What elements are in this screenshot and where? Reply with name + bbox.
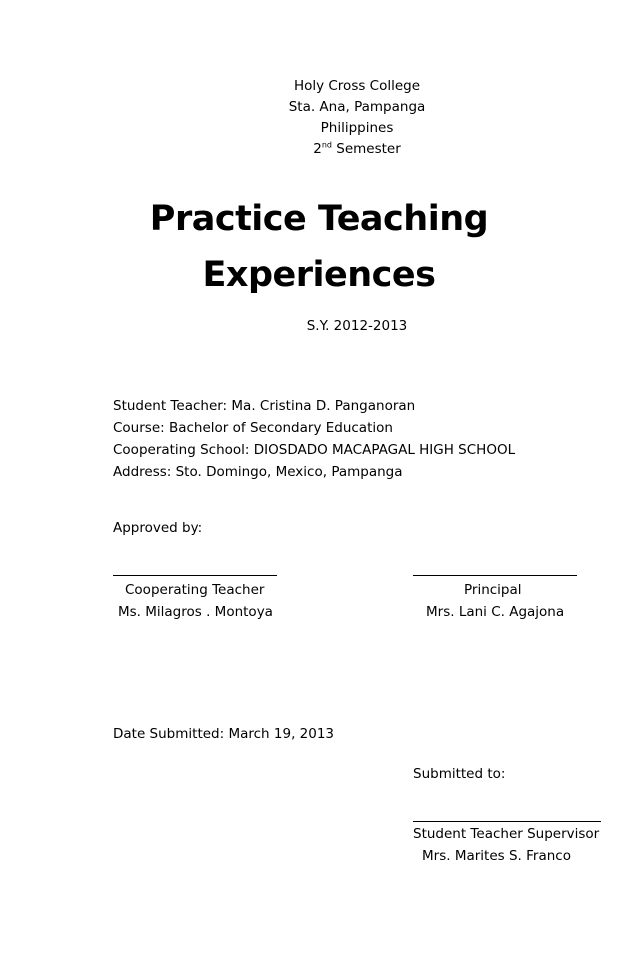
- submitted-to-label: Submitted to:: [413, 766, 506, 782]
- supervisor-role: Student Teacher Supervisor: [413, 826, 600, 842]
- signature-line-cooperating-teacher: [113, 575, 277, 576]
- cooperating-school: Cooperating School: DIOSDADO MACAPAGAL HIGH SCHOOL: [113, 442, 516, 458]
- signature-line-supervisor: [413, 821, 601, 822]
- school-header: [0, 76, 638, 160]
- cooperating-teacher-role: Cooperating Teacher: [125, 582, 265, 598]
- title-line-2: Experiences: [202, 255, 436, 295]
- college-name: Holy Cross College: [293, 78, 421, 94]
- date-submitted: Date Submitted: March 19, 2013: [113, 726, 335, 742]
- supervisor-name: Mrs. Marites S. Franco: [422, 848, 571, 864]
- semester-number: 2: [313, 141, 322, 157]
- semester-line: [38, 139, 638, 160]
- semester-word: Semester: [336, 141, 401, 157]
- course: Course: Bachelor of Secondary Education: [113, 420, 393, 436]
- principal-role: Principal: [464, 582, 522, 598]
- cooperating-teacher-name: Ms. Milagros . Montoya: [118, 604, 273, 620]
- approved-by-label: Approved by:: [113, 520, 203, 536]
- address: Address: Sto. Domingo, Mexico, Pampanga: [113, 464, 403, 480]
- title-line-1: Practice Teaching: [149, 199, 489, 239]
- college-location: Sta. Ana, Pampanga: [288, 99, 426, 115]
- semester-suffix: nd: [321, 140, 332, 150]
- principal-name: Mrs. Lani C. Agajona: [426, 604, 565, 620]
- school-year: S.Y. 2012-2013: [306, 318, 408, 334]
- college-country: Philippines: [320, 120, 394, 136]
- signature-line-principal: [413, 575, 577, 576]
- student-teacher: Student Teacher: Ma. Cristina D. Panganoran: [113, 398, 416, 414]
